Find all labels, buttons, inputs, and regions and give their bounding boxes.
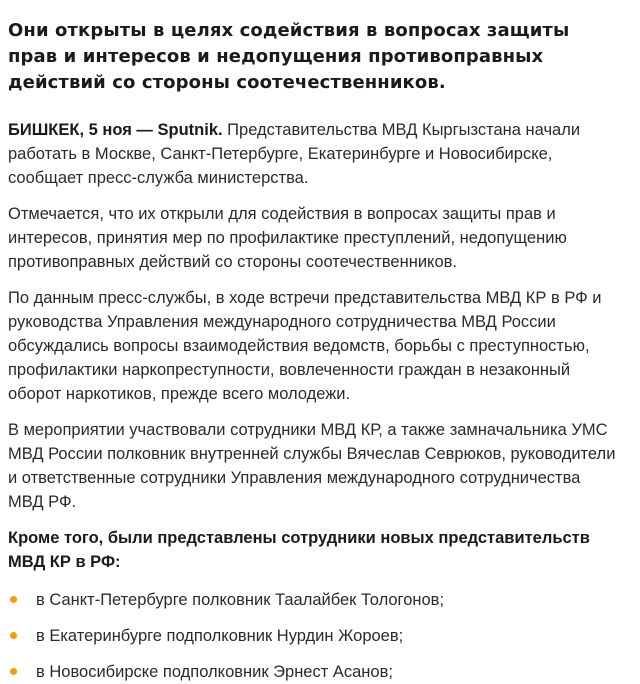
list-item-text: в Новосибирске подполковник Эрнест Асанов; [36, 663, 393, 681]
list-item [8, 588, 620, 612]
bullet-dot-icon [10, 668, 17, 675]
paragraph-4: В мероприятии участвовали сотрудники МВД КР, а также замначальника УМС МВД России полковник внутренней службы Вячеслав Севрюков, руководители и ответственные сотрудники Управления международного сотрудничества МВД РФ. [8, 421, 616, 511]
bullet-list [8, 588, 620, 684]
bullet-dot-icon [10, 596, 17, 603]
paragraph-1 [8, 118, 620, 190]
subheading: Кроме того, были представлены сотрудники новых представительств МВД КР в РФ: [8, 529, 590, 571]
list-item-text: в Екатеринбурге подполковник Нурдин Жороев; [36, 627, 404, 645]
dateline: БИШКЕК, 5 ноя — Sputnik. [8, 121, 223, 139]
list-item [8, 660, 620, 684]
list-item [8, 624, 620, 648]
article-lead: Они открыты в целях содействия в вопросах защиты прав и интересов и недопущения противоправных действий со стороны соотечественников. [8, 20, 570, 93]
paragraph-2: Отмечается, что их открыли для содействия в вопросах защиты прав и интересов, принятия мер по профилактике преступлений, недопущению противоправных действий со стороны соотечественников. [8, 205, 567, 271]
paragraph-3: По данным пресс-службы, в ходе встречи представительства МВД КР в РФ и руководства Управления международного сотрудничества МВД России обсуждались вопросы взаимодействия ведомств, борьбы с преступностью, профилактики наркопреступности, вовлеченности граждан в незаконный оборот наркотиков, прежде всего молодежи. [8, 289, 602, 403]
paragraph-1-text: Представительства МВД Кыргызстана начали работать в Москве, Санкт-Петербурге, Екатеринбурге и Новосибирске, сообщает пресс-служба министерства. [8, 121, 581, 187]
list-item-text: в Санкт-Петербурге полковник Таалайбек Тологонов; [36, 591, 445, 609]
bullet-dot-icon [10, 632, 17, 639]
